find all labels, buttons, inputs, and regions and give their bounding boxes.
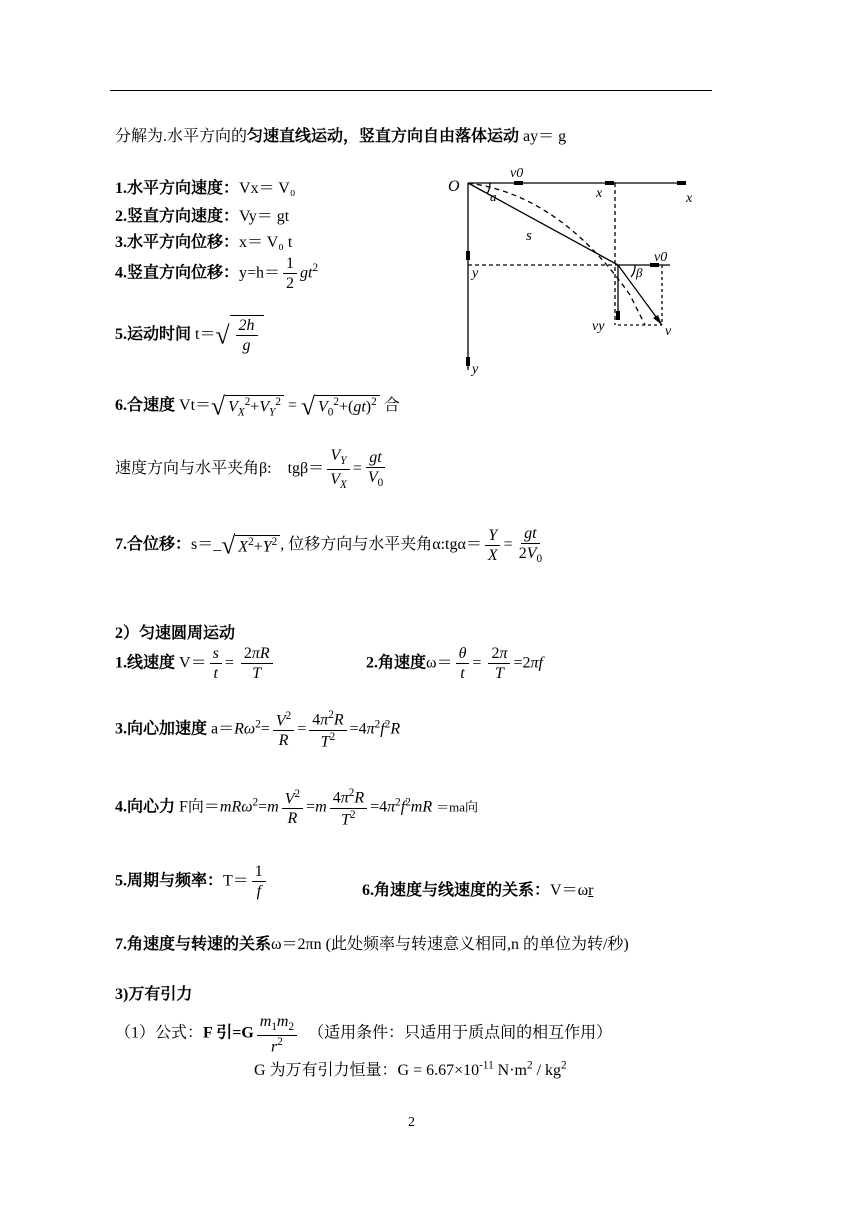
label-y-tick: y <box>472 266 479 281</box>
label-v: v <box>665 324 672 339</box>
gravity-formula: （1）公式：F 引=G $\frac{m_1m_2}{r^2}$ （适用条件：只适用于质点间的相互作用） <box>115 1013 613 1055</box>
sec2-item-2: 2.角速度ω＝ $\frac{\theta}{t}$ = $\frac{2\pi}{T}$ =2πf <box>366 645 543 683</box>
item-4: 4.竖直方向位移：y=h＝ $\frac{1}{2}$ $gt^2$ <box>115 255 319 293</box>
label-x-tick: x <box>596 186 603 201</box>
item-5: 5.运动时间 t＝√ $\frac{2h}{g}$ <box>115 315 264 355</box>
section-3-title: 3)万有引力 <box>115 986 193 1003</box>
label-v0-top: v0 <box>510 166 524 181</box>
sec2-item-7: 7.角速度与转速的关系ω＝2πn (此处频率与转速意义相同,n 的单位为转/秒) <box>115 936 629 953</box>
label-beta: β <box>636 265 643 280</box>
label-vy: vy <box>592 319 605 334</box>
sec2-item-5: 5.周期与频率：T＝ $\frac{1}{f}$ <box>115 862 269 901</box>
label-alpha: a <box>490 189 497 204</box>
label-x-axis: x <box>686 191 693 206</box>
item-2: 2.竖直方向速度：Vy＝ gt <box>115 208 290 225</box>
page-number: 2 <box>408 1115 415 1130</box>
item-1: 1.水平方向速度：Vx＝ V₀ <box>115 180 296 197</box>
gravity-constant: G 为万有引力恒量：$G = 6.67\times 10^{-11}$ $N\cdot m^2 / kg^2$ <box>254 1059 567 1079</box>
label-v0-mid: v0 <box>654 250 668 265</box>
label-y-axis: y <box>472 362 479 377</box>
label-O: O <box>448 178 460 195</box>
label-s: s <box>526 228 532 244</box>
projectile-diagram <box>440 165 710 385</box>
sec2-item-6: 6.角速度与线速度的关系：V＝ωr <box>362 882 594 899</box>
sec2-item-3: 3.向心加速度 $a=R\omega^2=$ $\frac{V^2}{R}$ = $\frac{4\pi^2R}{T^2}$ $=4\pi^2f^2R$ <box>115 709 401 750</box>
intro-line: 分解为.水平方向的匀速直线运动，竖直方向自由落体运动 ay＝ g <box>115 128 567 145</box>
header-rule <box>110 90 712 91</box>
item-7: 7.合位移：s＝_√ $X^2+Y^2$ , 位移方向与水平夹角α:tgα＝ $\frac{Y}{X}$ = $\frac{gt}{2V_0}$ <box>115 525 543 566</box>
item-6b: 速度方向与水平夹角β: tgβ＝ $\frac{V_Y}{V_X}$ = $\frac{gt}{V_0}$ <box>115 447 384 491</box>
sec2-item-1: 1.线速度 V＝ $\frac{s}{t}$ = $\frac{2\pi R}{T}$ <box>115 644 276 683</box>
item-6: 6.合速度 Vt＝√ $V_X^2+V_Y^2$ = √ $V_0^2+(gt)^2$ 合 <box>115 391 400 421</box>
item-3: 3.水平方向位移：x＝ V₀ t <box>115 234 293 251</box>
section-2-title: 2）匀速圆周运动 <box>115 625 236 642</box>
sec2-item-4: 4.向心力 F向＝mRω$^2$=m $\frac{V^2}{R}$ =m $\frac{4\pi^2R}{T^2}$ $=4\pi^2f^2mR =ma$向 <box>115 787 478 828</box>
